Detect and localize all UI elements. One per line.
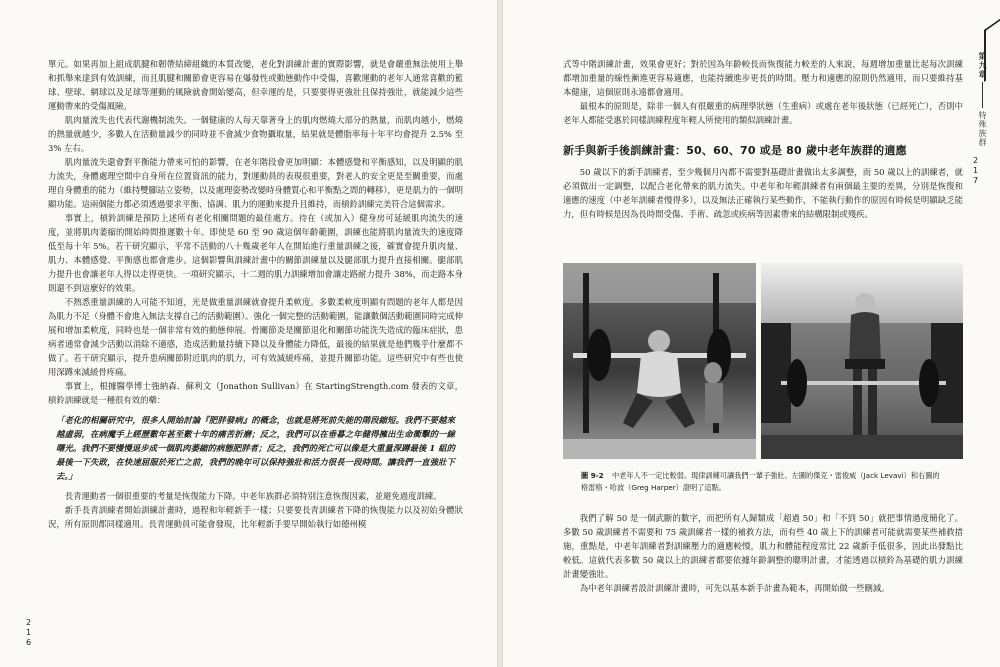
paragraph: 單元。如果再加上組成肌腱和韌帶結締組織的本質改變，老化對訓練計畫的實際影響，就是會嚴重無法使用上舉和抓舉來達到有效訓練，而且肌腱和關節會更容易在爆發性或動態動作中受傷，喜歡運動的老年人通常喜歡的籃球、壁球、網球以及足球等運動的風險就會開始變高，但幸運的是，只要要得更強壯且保持強壯，就能減少這些運動帶來的受傷風險。 [48, 59, 463, 111]
caption-text: 中老年人不一定比較弱。現律訓練可讓我們一輩子強壯。左圖的傑克・雷俊威（Jack Levavi）和右圖的格雷格・哈波（Greg Harper）證明了這點。 [581, 471, 940, 492]
paragraph: 50 歲以下的新手訓練者，至少幾個月內都不需要對基礎計畫做出太多調整，而 50 歲以上的訓練者，就必須做出一定調整，以配合老化帶來的肌力流失。中老年和年輕訓練者有兩個最主要的差異，分別是恢復和適應的速度（中老年訓練者慢得多），以及無法正確執行某些動作，不能執行動作的原因有時候是明顯缺乏能力，但有時候是因為長時間受傷、手術、疏忽或疾病等因素帶來的結構限制或殘疾。 [563, 167, 963, 219]
right-mid-text [563, 165, 963, 221]
tab-divider [982, 82, 983, 108]
right-bottom-text [563, 511, 963, 595]
paragraph: 式等中階訓練計畫，效果會更好；對於因為年齡較長而恢復能力較差的人來說，每週增加重量比起每次訓練都增加重量的線性漸進更容易適應，也能持續進步更長的時間。壓力和適應的原則仍然適用，而只要維持基本健康，這個原則永遠都會適用。 [563, 59, 963, 97]
photo-squat-lifter [563, 263, 756, 459]
paragraph: 為中老年訓練者設計訓練計畫時，可先以基本新手計畫為範本，再開始做一些刪減。 [579, 583, 890, 593]
chapter-title: 特殊族群 [978, 111, 987, 147]
block-quote: 「老化的相關研究中，很多人開始討論『肥胖發病』的概念，也就是將死前失能的階段縮短。我們不要越來越虛弱，在病魔手上經歷數年甚至數十年的痛苦折磨；反之，我們可以在垂暮之年健得擁出生命衝擊的一線曙光。我們不要慢慢退步成一個肌肉萎縮的病態肥胖者；反之，我們的死亡可以像是大重量深蹲最後 1 組的最後一下失敗，在快速屈服於死亡之前，我們的晚年可以保持強壯和活力很長一段時間。讓我們一直強壯下去。」 [56, 415, 455, 481]
figure-caption [581, 470, 941, 494]
paragraph: 肌肉量流失也代表代謝機制流失。一個健康的人每天靠著身上的肌肉燃燒大部分的熱量，而肌肉越小，燃燒的熱量就越少，多數人在活動量減少的同時並不會減少食物攝取量，結果就是體脂率每十年平均會提升 2.5% 至 3% 左右。 [48, 115, 463, 153]
figure-number: 圖 9-2 [581, 471, 604, 480]
left-page [0, 0, 497, 667]
chapter-label: 第九章 [978, 52, 987, 79]
page-number-right: 217 [971, 156, 980, 186]
section-heading: 新手與新手後訓練計畫：50、60、70 或是 80 歲中老年族群的適應 [563, 144, 907, 157]
deadlift-photo-illustration [761, 263, 963, 459]
squat-photo-illustration [563, 263, 756, 459]
paragraph: 新手長青訓練者開始訓練計畫時，過程和年輕新手一樣；只要要長青訓練者下降的恢復能力以及初始身體狀況，所有原則都同樣適用。長青運動員可能會發現，比年輕新手要早開始執行如德州模 [48, 505, 463, 529]
paragraph: 最根本的原則是，除非一個人有很嚴重的病理學狀態（生重病）或處在老年後狀態（已經死亡），否則中老年人都能受惠於同樣訓練程度年輕人所使用的類似訓練計畫。 [563, 101, 963, 125]
paragraph: 長青運動者一個很重要的考量是恢復能力下降。中老年族群必須特別注意恢復因素，並避免過度訓練。 [64, 491, 442, 501]
paragraph: 我們了解 50 是一個武斷的數字，而把所有人歸類成「超過 50」和「不到 50」就把事情過度簡化了。多數 50 歲訓練者不需要和 75 歲訓練者一樣的補救方法，而有些 40 歲上下的訓練者可能就需要某些補救措施，重點是，中老年訓練者對訓練壓力的適應較慢，肌力和體能程度常比 22 歲新手低很多，因此出發點比較低。這就代表多數 50 歲以上的訓練者都要依據年齡調整的聰明計畫，才能透過以槓鈴為基礎的肌力訓練計畫變強壯。 [563, 513, 963, 579]
paragraph: 事實上，槓鈴訓練是預防上述所有老化相關問題的最佳處方。待在（或加入）健身房可延緩肌肉流失的速度，並將肌肉萎縮的開始時間推遲數十年。即使是 60 至 90 歲這個年齡範圍，訓練也能將肌肉量流失的速度降低至每十年 5%。若干研究顯示，平常不活動的八十幾歲老年人在開始進行重量訓練之後，確實會提升肌肉量、肌力、本體感覺、平衡感也都會進步。這個影響與訓練計畫中的關節訓練量以及腿部肌力提升直接相關。腿部肌力提升也會讓老年人得以走得更快。一項研究顯示，十二週的肌力訓練增加會讓走路耐力提升 38%，而走路本身則還不到這麼好的效果。 [48, 213, 463, 293]
right-page [503, 0, 1000, 667]
paragraph: 肌肉量流失還會對平衡能力帶來可怕的影響，在老年階段會更加明顯：本體感覺和平衡感知，以及明顯的肌力流失，身體處理空間中自身所在位置資訊的能力，對運動員的表現很重要，對老人的安全更是至關重要，而處理自身體重的能力（維持雙腳站立姿勢，以及處理姿勢改變時身體質心和平衡點之間的轉移），更是肌力的一個明顯功能。這兩個能力都必須透過要求平衡、協調、肌力的運動來提升且維持，而槓鈴訓練完美符合這個需求。 [48, 157, 463, 209]
paragraph: 事實上，根據醫學博士強納森．蘇利文（Jonathon Sullivan）在 StartingStrength.com 發表的文章，槓鈴訓練就是一種很有效的藥： [48, 381, 463, 405]
paragraph: 不熱悉重量訓練的人可能不知道，光是做重量訓練就會提升柔軟度。多數柔軟度明顯有問題的老年人都是因為肌力不足（身體不會進入無法支撐自己的活動範圍）。強化一個完整的活動範圍，能讓數個活動範圍同時完成伸展和增加柔軟度，同時也是一個非常有效的動態伸展。骨關節炎是關節退化和關節功能洗失造成的臨床症狀，患病者通常會減少活動以消除不適感，造成活動量持續下降以及身體能力降低，最後的結果就是他們幾乎什麼都不做了。若干研究顯示，提升患病關節附近肌肉的肌力，可有效減緩疼痛，並提升關節功能。這些研究中有些也使用深蹲來減緩骨疼痛。 [48, 297, 463, 377]
photo-deadlift-lifter [761, 263, 963, 459]
right-top-text [563, 57, 963, 127]
left-text-column [48, 57, 463, 531]
page-number-left: 216 [24, 618, 33, 648]
